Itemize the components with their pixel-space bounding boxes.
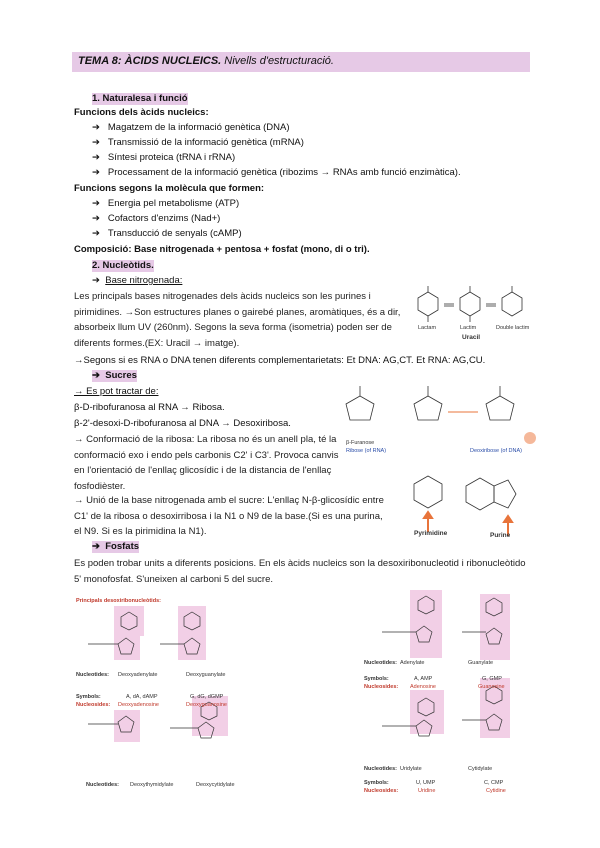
molecula-label: Funcions segons la molècula que formen:	[74, 183, 265, 194]
funcions-label: Funcions dels àcids nucleics:	[74, 107, 209, 118]
left-name: Deoxycytidylate	[196, 782, 235, 788]
deoxyribose-caption: Deoxiribose (of DNA)	[470, 448, 522, 454]
uracil-caption: Uracil	[462, 334, 481, 341]
ribose-caption-2: Ribose (of RNA)	[346, 448, 387, 454]
left-label-nucleotides-2: Nucleotides:	[86, 782, 120, 788]
bullet-item: ➔ Transducció de senyals (cAMP)	[92, 228, 242, 239]
sucres-line: β-D-ribofuranosa al RNA → Ribosa.	[74, 402, 225, 413]
right-name: Cytidylate	[468, 766, 493, 772]
right-nucleoside: Uridine	[418, 788, 436, 794]
bullet-item: ➔ Transmissió de la informació genètica (mRNA)	[92, 137, 304, 148]
left-nucleoside: Deoxyguanosine	[186, 702, 227, 708]
left-label-nucleosides: Nucleosides:	[76, 702, 111, 708]
section-2-heading: 2. Nucleòtids.	[92, 260, 154, 271]
uracil-label: Lactim	[460, 325, 477, 331]
right-nucleoside: Guanosine	[478, 684, 505, 690]
base-heading: ➔ Base nitrogenada:	[92, 275, 183, 286]
sugar-rings-figure	[340, 382, 540, 448]
composicio: Composició: Base nitrogenada + pentosa + fosfat (mono, di o tri).	[74, 244, 370, 255]
unio-text: → Unió de la base nitrogenada amb el sucre: L'enllaç N-β-glicosídic entre C1' de la ribosa o desoxirribosa i la N1 o N9 de la base.(Si es una purina, el N9. Si es la pirimidina la N1).	[74, 495, 384, 537]
right-nucleoside: Cytidine	[486, 788, 506, 794]
left-nucleoside: Deoxyadenosine	[118, 702, 159, 708]
right-name: Guanylate	[468, 660, 494, 666]
left-label-nucleotides: Nucleotides:	[76, 672, 110, 678]
fosfats-heading: ➔ Fosfats	[92, 541, 140, 552]
right-name: Uridylate	[400, 766, 422, 772]
bullet-item: ➔ Processament de la informació genètica (ribozims → RNAs amb funció enzimàtica).	[92, 167, 461, 178]
left-label-symbols: Symbols:	[76, 694, 101, 700]
ribose-caption: β-Furanose	[346, 440, 375, 446]
left-name: Deoxyguanylate	[186, 672, 226, 678]
conformacio-text: → Conformació de la ribosa: La ribosa no és un anell pla, té la conformació exo i endo pels carbonis C2' i C3'. Provoca canvis en l'orientació de l'enllaç glicosídic i de la distancia de l'enllaç fosfodièster.	[74, 434, 339, 492]
page-title: TEMA 8: ÀCIDS NUCLEICS. Nivells d'estructuració.	[78, 55, 334, 67]
right-label-nucleosides: Nucleosides:	[364, 684, 399, 690]
section-1-heading: 1. Naturalesa i funció	[92, 93, 188, 104]
bullet-item: ➔ Energia pel metabolisme (ATP)	[92, 198, 240, 209]
right-label-symbols: Symbols:	[364, 676, 389, 682]
right-nucleoside: Adenosine	[410, 684, 436, 690]
pyrimidine-label: Pyrimidine	[414, 530, 448, 537]
bullet-item: ➔ Magatzem de la informació genètica (DNA)	[92, 122, 290, 133]
base-text: Les principals bases nitrogenades dels àcids nucleics son les purines i pirimidines. →Son estructures planes o gairebé planes, aromàtiques, és a dir, absorbeix llum UV (260nm). Segons la seva forma (isometria) poden ser de diferents formes.(EX: Uracil → imatge).	[74, 291, 401, 349]
right-label-nucleotides: Nucleotides:	[364, 660, 398, 666]
sucres-line: β-2'-desoxi-D-ribofuranosa al DNA → Desoxiribosa.	[74, 418, 291, 429]
left-name: Deoxyadenylate	[118, 672, 158, 678]
right-name: Adenylate	[400, 660, 425, 666]
sucres-heading: ➔ Sucres	[92, 370, 137, 381]
uracil-label: Double lactim	[496, 325, 530, 331]
right-symbol: U, UMP	[416, 780, 436, 786]
left-name: Deoxythymidylate	[130, 782, 174, 788]
fosfats-text: Es poden trobar units a diferents posicions. En els àcids nucleics son la desoxiribonucleotid i ribonucleòtido 5' monofosfat. S'uneixen al carboni 5 del sucre.	[74, 558, 526, 585]
bullet-item: ➔ Cofactors d'enzims (Nad+)	[92, 213, 221, 224]
sucres-line: → Es pot tractar de:	[74, 386, 159, 397]
right-symbol: A, AMP	[414, 676, 433, 682]
uracil-label: Lactam	[418, 325, 437, 331]
right-label-symbols-2: Symbols:	[364, 780, 389, 786]
right-symbol: G, GMP	[482, 676, 502, 682]
left-figure-title: Principals desoxiribonucleòtids:	[76, 598, 161, 604]
deoxyribonucleotides-figure	[74, 592, 254, 792]
right-label-nucleosides-2: Nucleosides:	[364, 788, 399, 794]
left-symbol: A, dA, dAMP	[126, 694, 158, 700]
purine-label: Purine	[490, 532, 511, 539]
base-text-2: →Segons si es RNA o DNA tenen diferents complementarietats: Et DNA: AG,CT. Et RNA: AG,CU.	[74, 355, 486, 366]
left-symbol: G, dG, dGMP	[190, 694, 224, 700]
bullet-item: ➔ Síntesi proteica (tRNA i rRNA)	[92, 152, 236, 163]
right-label-nucleotides-2: Nucleotides:	[364, 766, 398, 772]
right-symbol: C, CMP	[484, 780, 504, 786]
